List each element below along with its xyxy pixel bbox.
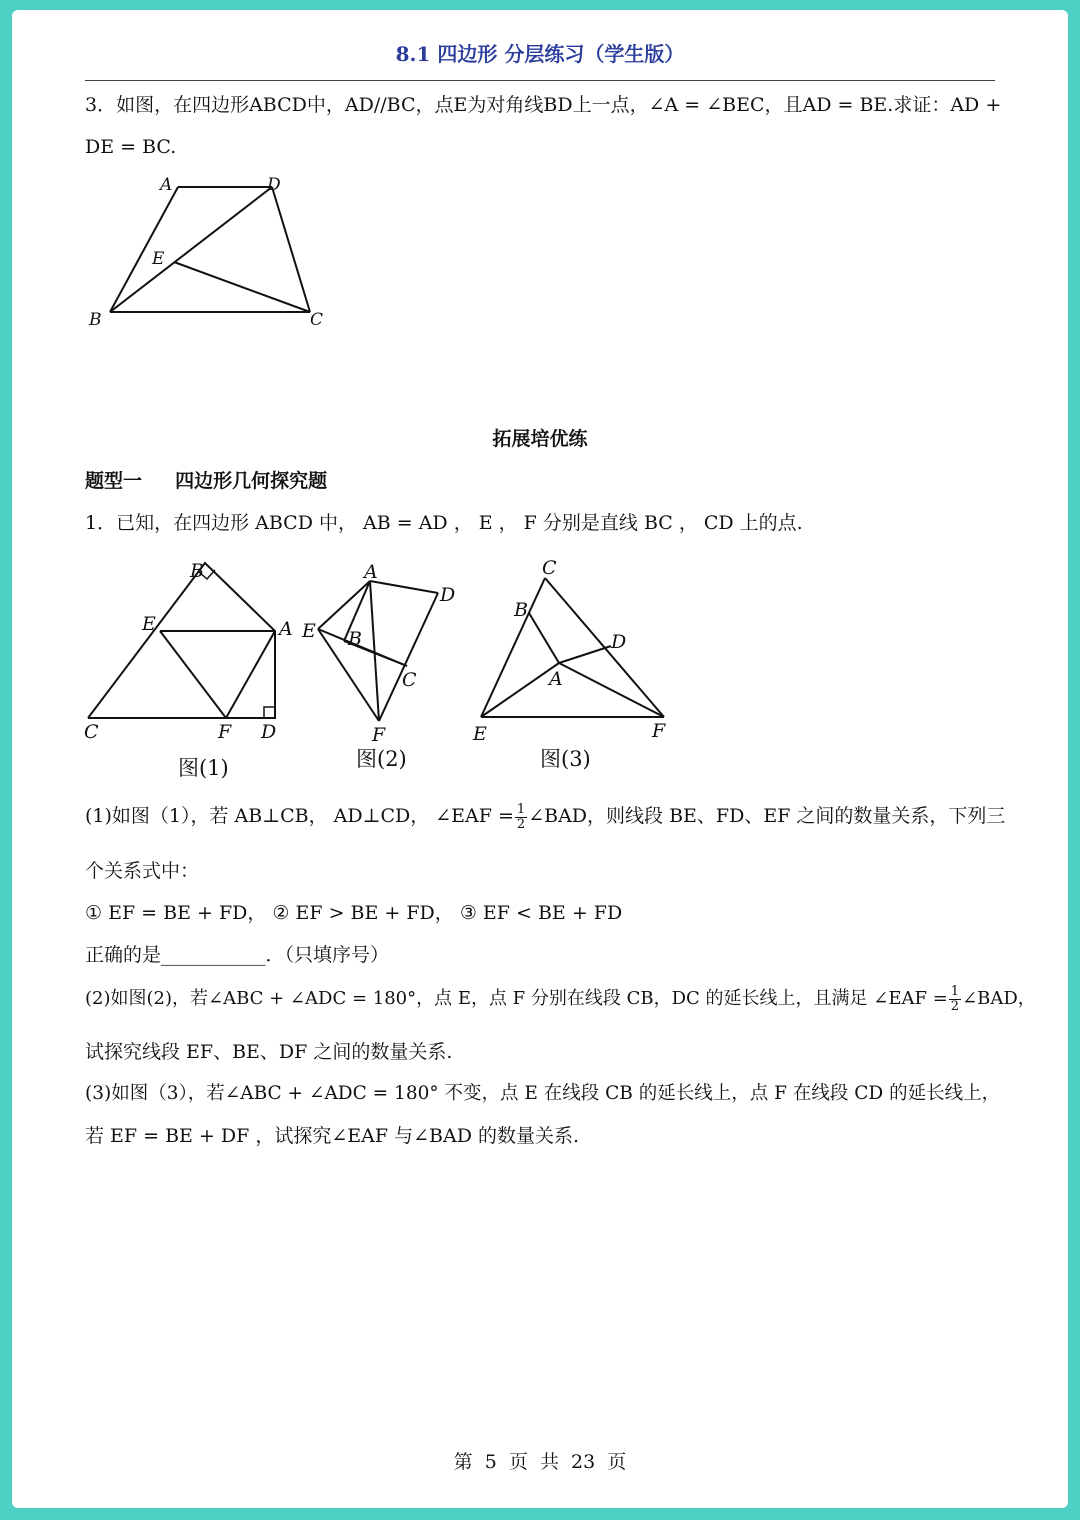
q3-label-A: A [160, 175, 173, 195]
fig2-label-F: F [372, 724, 386, 746]
q1-figure-2 [298, 555, 468, 775]
q3-line-2: DE = BC. [85, 136, 177, 158]
fig2-label-C: C [402, 669, 417, 691]
q1-part2-frac-den: 2 [950, 998, 960, 1014]
fig3-label-B: B [514, 599, 528, 621]
q1-intro: 1．已知，在四边形 ABCD 中， AB = AD ， E ， F 分别是直线 BC ， CD 上的点. [85, 512, 803, 534]
fig1-caption: 图(1) [178, 756, 229, 780]
fig1-label-A: A [279, 618, 293, 640]
fig1-label-F: F [218, 721, 232, 743]
q1-part1-frac-num: 1 [516, 802, 526, 817]
q3-label-D: D [267, 175, 281, 195]
q3-figure [80, 170, 340, 340]
q1-part2-line-2: 试探究线段 EF、BE、DF 之间的数量关系. [85, 1041, 453, 1063]
q1-part3-line-1: (3)如图（3），若∠ABC + ∠ADC = 180° 不变，点 E 在线段 CB 的延长线上，点 F 在线段 CD 的延长线上， [85, 1083, 1001, 1104]
q1-part1-line-2: 个关系式中： [85, 860, 200, 882]
q1-part3-line-2: 若 EF = BE + DF ，试探究∠EAF 与∠BAD 的数量关系. [85, 1125, 580, 1147]
q1-part2-line-1 [85, 985, 1036, 1013]
fig3-label-D: D [611, 631, 627, 653]
q1-part2-suffix: ∠BAD， [962, 988, 1036, 1010]
section-heading: 拓展培优练 [492, 428, 588, 450]
q1-part2-prefix: (2)如图(2)，若∠ABC + ∠ADC = 180°，点 E，点 F 分别在线段 CB，DC 的延长线上，且满足 ∠EAF = [85, 988, 948, 1010]
q1-figure-1 [80, 555, 310, 785]
q3-label-B: B [89, 310, 102, 330]
q1-part1-fraction [515, 803, 527, 831]
fig3-label-A: A [549, 668, 563, 690]
fig3-label-C: C [542, 557, 557, 579]
fig3-caption: 图(3) [540, 747, 591, 771]
fig1-label-D: D [261, 721, 277, 743]
page-footer: 第 5 页 共 23 页 [453, 1451, 627, 1473]
fig2-label-E: E [302, 620, 316, 642]
q1-part2-fraction [949, 985, 961, 1013]
fig3-label-F: F [652, 720, 666, 742]
fig2-label-A: A [364, 561, 378, 583]
fig2-label-D: D [440, 584, 456, 606]
q1-part1-line-1 [85, 803, 1005, 831]
header-rule [85, 80, 995, 81]
q1-part1-prefix: (1)如图（1），若 AB⊥CB， AD⊥CD， ∠EAF = [85, 805, 514, 828]
q1-part1-answer-blank: 正确的是___________．（只填序号） [85, 944, 390, 966]
fig1-label-C: C [84, 721, 99, 743]
q1-part1-frac-den: 2 [516, 816, 526, 832]
q1-part2-frac-num: 1 [950, 984, 960, 999]
q3-label-E: E [152, 249, 165, 269]
q3-line-1: 3．如图，在四边形ABCD中，AD//BC，点E为对角线BD上一点，∠A = ∠BEC，且AD = BE.求证：AD + [85, 94, 1002, 116]
fig2-label-B: B [348, 628, 362, 650]
q1-part1-suffix: ∠BAD，则线段 BE、FD、EF 之间的数量关系，下列三 [528, 805, 1006, 828]
q3-label-C: C [310, 310, 324, 330]
fig1-label-E: E [142, 613, 156, 635]
page-header-title: 8.1 四边形 分层练习（学生版） [395, 42, 685, 66]
q1-part1-options: ① EF = BE + FD， ② EF > BE + FD， ③ EF < BE + FD [85, 902, 623, 924]
fig3-label-E: E [473, 723, 487, 745]
fig2-caption: 图(2) [356, 747, 407, 771]
question-type-title: 题型一 四边形几何探究题 [85, 470, 328, 492]
q1-figure-3 [465, 550, 680, 775]
fig1-label-B: B [190, 560, 204, 582]
